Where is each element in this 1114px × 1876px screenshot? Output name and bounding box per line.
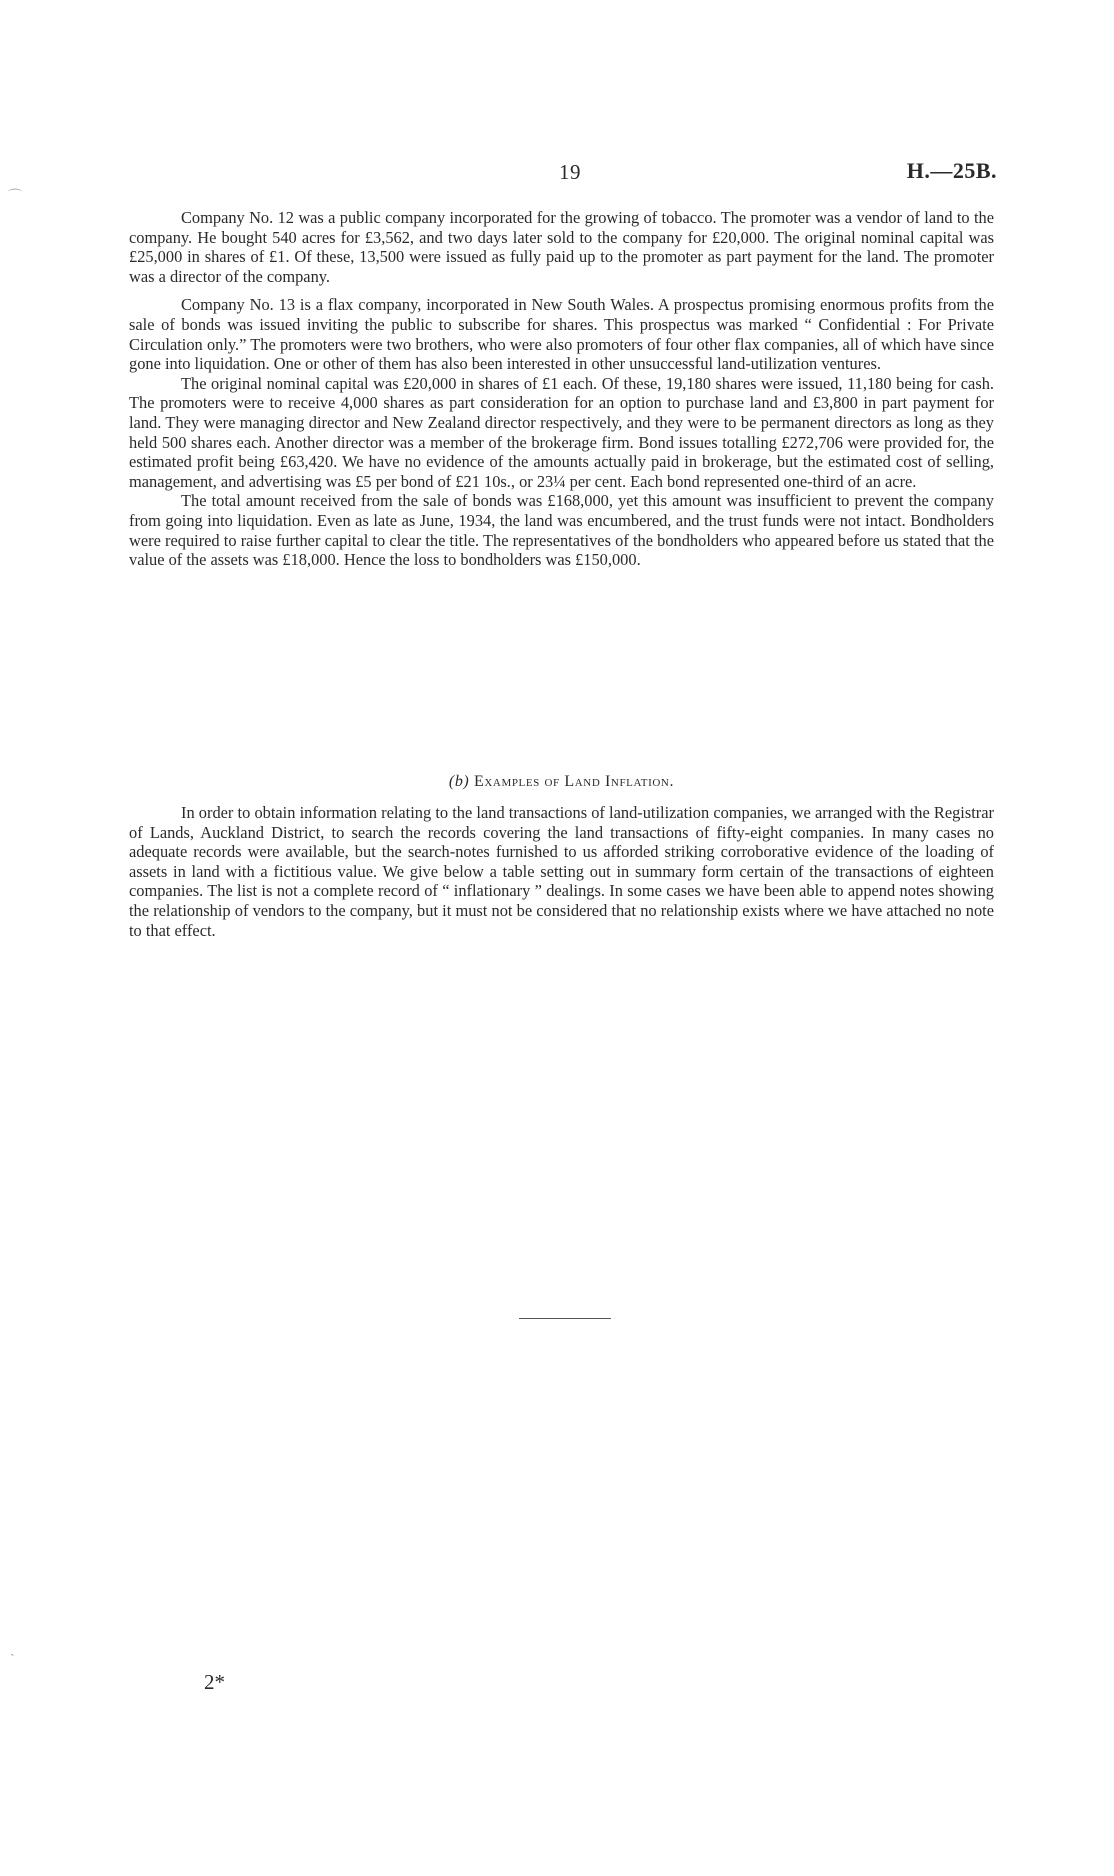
section-label: (b) (448, 773, 470, 790)
paragraph-company-13: Company No. 13 is a flax company, incorporated in New South Wales. A prospectus promising enormous profits from the sale of bonds was issued inviting the public to subscribe for shares. This prospectus was marked “ Confidential : For Private Circulation only.” The promoters were two brothers, who were also promoters of four other flax companies, all of which have since gone into liquidation. One or other of them has also been interested in other unsuccessful land-utilization ventures. (129, 295, 994, 374)
paragraph-bonds: The total amount received from the sale of bonds was £168,000, yet this amount was insufficient to prevent the company from going into liquidation. Even as late as June, 1934, the land was encumbered, and the trust funds were not intact. Bondholders were required to raise further capital to clear the title. The representatives of the bondholders who appeared before us stated that the value of the assets was £18,000. Hence the loss to bondholders was £150,000. (129, 491, 994, 570)
margin-mark: ˎ (10, 1642, 15, 1657)
signature-mark: 2* (204, 1670, 225, 1694)
paragraph-company-12: Company No. 12 was a public company incorporated for the growing of tobacco. The promoter was a vendor of land to the company. He bought 540 acres for £3,562, and two days later sold to the company for £20,000. The original nominal capital was £25,000 in shares of £1. Of these, 13,500 were issued as fully paid up to the promoter as part payment for the land. The promoter was a director of the company. (129, 208, 994, 286)
section-text (129, 803, 994, 940)
body-text (129, 208, 994, 570)
paragraph-land-inflation: In order to obtain information relating to the land transactions of land-utilization companies, we arranged with the Registrar of Lands, Auckland District, to search the records covering the land transactions of fifty-eight companies. In many cases no adequate records were available, but the search-notes furnished to us afforded striking corroborative evidence of the loading of assets in land with a fictitious value. We give below a table setting out in summary form certain of the transactions of eighteen companies. The list is not a complete record of “ inflationary ” dealings. In some cases we have been able to append notes showing the relationship of vendors to the company, but it must not be considered that no relationship exists where we have attached no note to that effect. (129, 803, 994, 940)
document-reference: H.—25B. (906, 158, 997, 183)
section-heading (129, 773, 994, 791)
page-number: 19 (559, 160, 581, 184)
section-title: Examples of Land Inflation. (473, 773, 675, 790)
paragraph-capital: The original nominal capital was £20,000 in shares of £1 each. Of these, 19,180 shares were issued, 11,180 being for cash. The promoters were to receive 4,000 shares as part consideration for an option to purchase land and £3,800 in part payment for land. They were managing director and New Zealand director respectively, and they were to be permanent directors as long as they held 500 shares each. Another director was a member of the brokerage firm. Bond issues totalling £272,706 were provided for, the estimated profit being £63,420. We have no evidence of the amounts actually paid in brokerage, but the estimated cost of selling, management, and advertising was £5 per bond of £21 10s., or 23¼ per cent. Each bond represented one-third of an acre. (129, 373, 994, 491)
margin-mark: ⌒ (8, 190, 22, 205)
section-divider (519, 1318, 611, 1319)
